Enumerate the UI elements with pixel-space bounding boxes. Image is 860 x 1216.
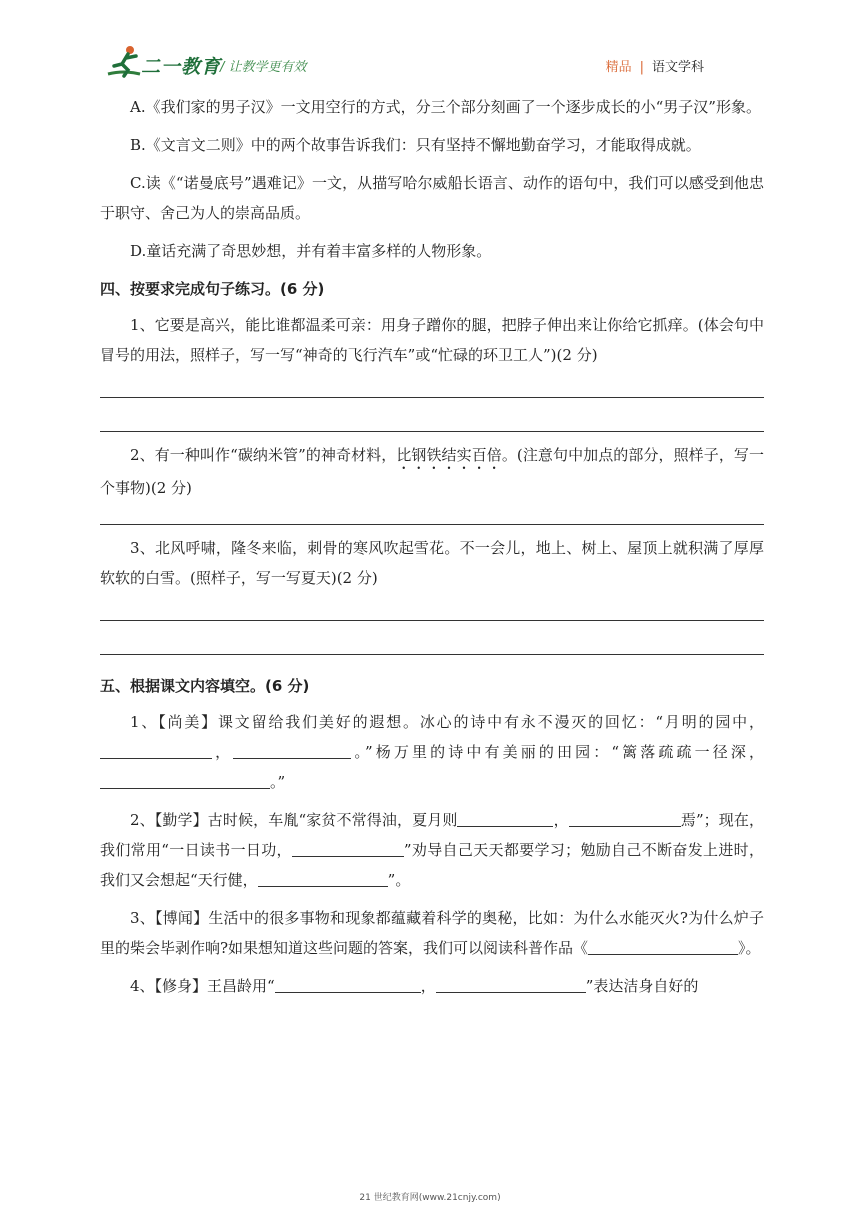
page-footer: 21 世纪教育网(www.21cnjy.com): [359, 1193, 501, 1203]
q2-text-after: 。(注意句中加点的部分，照样子，写一个事物)(2 分): [100, 446, 764, 497]
text-segment: ，: [420, 977, 436, 995]
option-d: D.童话充满了奇思妙想，并有着丰富多样的人物形象。: [130, 242, 492, 260]
text-segment: 。”: [270, 773, 286, 791]
header-divider: |: [639, 60, 644, 75]
s5-question-3: [100, 903, 764, 963]
s4-question-1: 1、它要是高兴，能比谁都温柔可亲：用身子蹭你的腿，把脖子伸出来让你给它抓痒。(体会句中冒号的用法，照样子，写一写“神奇的飞行汽车”或“忙碌的环卫工人”)(2 分): [100, 316, 764, 364]
fill-blank[interactable]: [569, 808, 681, 827]
text-segment: 3、【博闻】生活中的很多事物和现象都蕴藏着科学的奥秘，比如：为什么水能灭火?为什么炉子里的柴会毕剥作响?如果想知道这些问题的答案，我们可以阅读科普作品《: [100, 909, 764, 957]
s4-question-2: [100, 440, 764, 503]
option-a: A.《我们家的男子汉》一文用空行的方式，分三个部分刻画了一个逐步成长的小“男子汉”形象。: [130, 98, 761, 116]
fill-blank[interactable]: [292, 838, 404, 857]
text-segment: ”劝导自己天天都要学习；勉励自己不断奋发上进时，我们又会想起“天行健，: [100, 841, 765, 889]
q2-dotted-text: 比钢铁结实百倍: [396, 446, 502, 464]
fill-blank[interactable]: [275, 974, 421, 993]
fill-blank[interactable]: [588, 936, 738, 955]
slogan: / 让教学更有效: [220, 60, 307, 75]
option-c: C.读《“诺曼底号”遇难记》一文，从描写哈尔威船长语言、动作的语句中，我们可以感受到他忠于职守、舍己为人的崇高品质。: [100, 174, 764, 222]
section-4-title: 四、按要求完成句子练习。(6 分): [100, 280, 325, 298]
s4-question-3: 3、北风呼啸，隆冬来临，刺骨的寒风吹起雪花。不一会儿，地上、树上、屋顶上就积满了厚厚软软的白雪。(照样子，写一写夏天)(2 分): [100, 539, 764, 587]
option-b: B.《文言文二则》中的两个故事告诉我们：只有坚持不懈地勤奋学习，才能取得成就。: [130, 136, 701, 154]
fill-blank[interactable]: [457, 808, 553, 827]
fill-blank[interactable]: [100, 770, 270, 789]
text-segment: 4、【修身】王昌龄用“: [130, 977, 275, 995]
text-segment: ，: [212, 743, 234, 761]
fill-blank[interactable]: [100, 740, 212, 759]
text-segment: 。”杨万里的诗中有美丽的田园：“篱落疏疏一径深，: [351, 743, 764, 761]
page-content: [100, 92, 764, 1009]
section-5-title: 五、根据课文内容填空。(6 分): [100, 677, 310, 695]
text-segment: ”。: [387, 871, 411, 889]
logo-text: 二一教育: [141, 56, 222, 78]
header-right: [606, 56, 704, 75]
text-segment: ”表达洁身自好的: [585, 977, 699, 995]
fill-blank[interactable]: [258, 868, 388, 887]
text-segment: 焉”；现在，我们常用“一日读书一日功，: [100, 811, 765, 859]
q2-text-before: 2、有一种叫作“碳纳米管”的神奇材料，: [130, 446, 397, 464]
quality-label: 精品: [605, 60, 632, 75]
fill-blank[interactable]: [233, 740, 351, 759]
page-header: [0, 0, 860, 84]
fill-blank[interactable]: [436, 974, 586, 993]
text-segment: 2、【勤学】古时候，车胤“家贫不常得油，夏月则: [130, 811, 458, 829]
text-segment: 》。: [738, 939, 761, 957]
s5-question-2: [100, 805, 764, 895]
s5-question-1: [100, 707, 764, 797]
text-segment: 1、【尚美】课文留给我们美好的遐想。冰心的诗中有永不漫灭的回忆：“月明的园中，: [130, 713, 764, 731]
subject-label: 语文学科: [651, 60, 704, 75]
text-segment: ，: [553, 811, 569, 829]
s5-question-4: [100, 971, 764, 1001]
